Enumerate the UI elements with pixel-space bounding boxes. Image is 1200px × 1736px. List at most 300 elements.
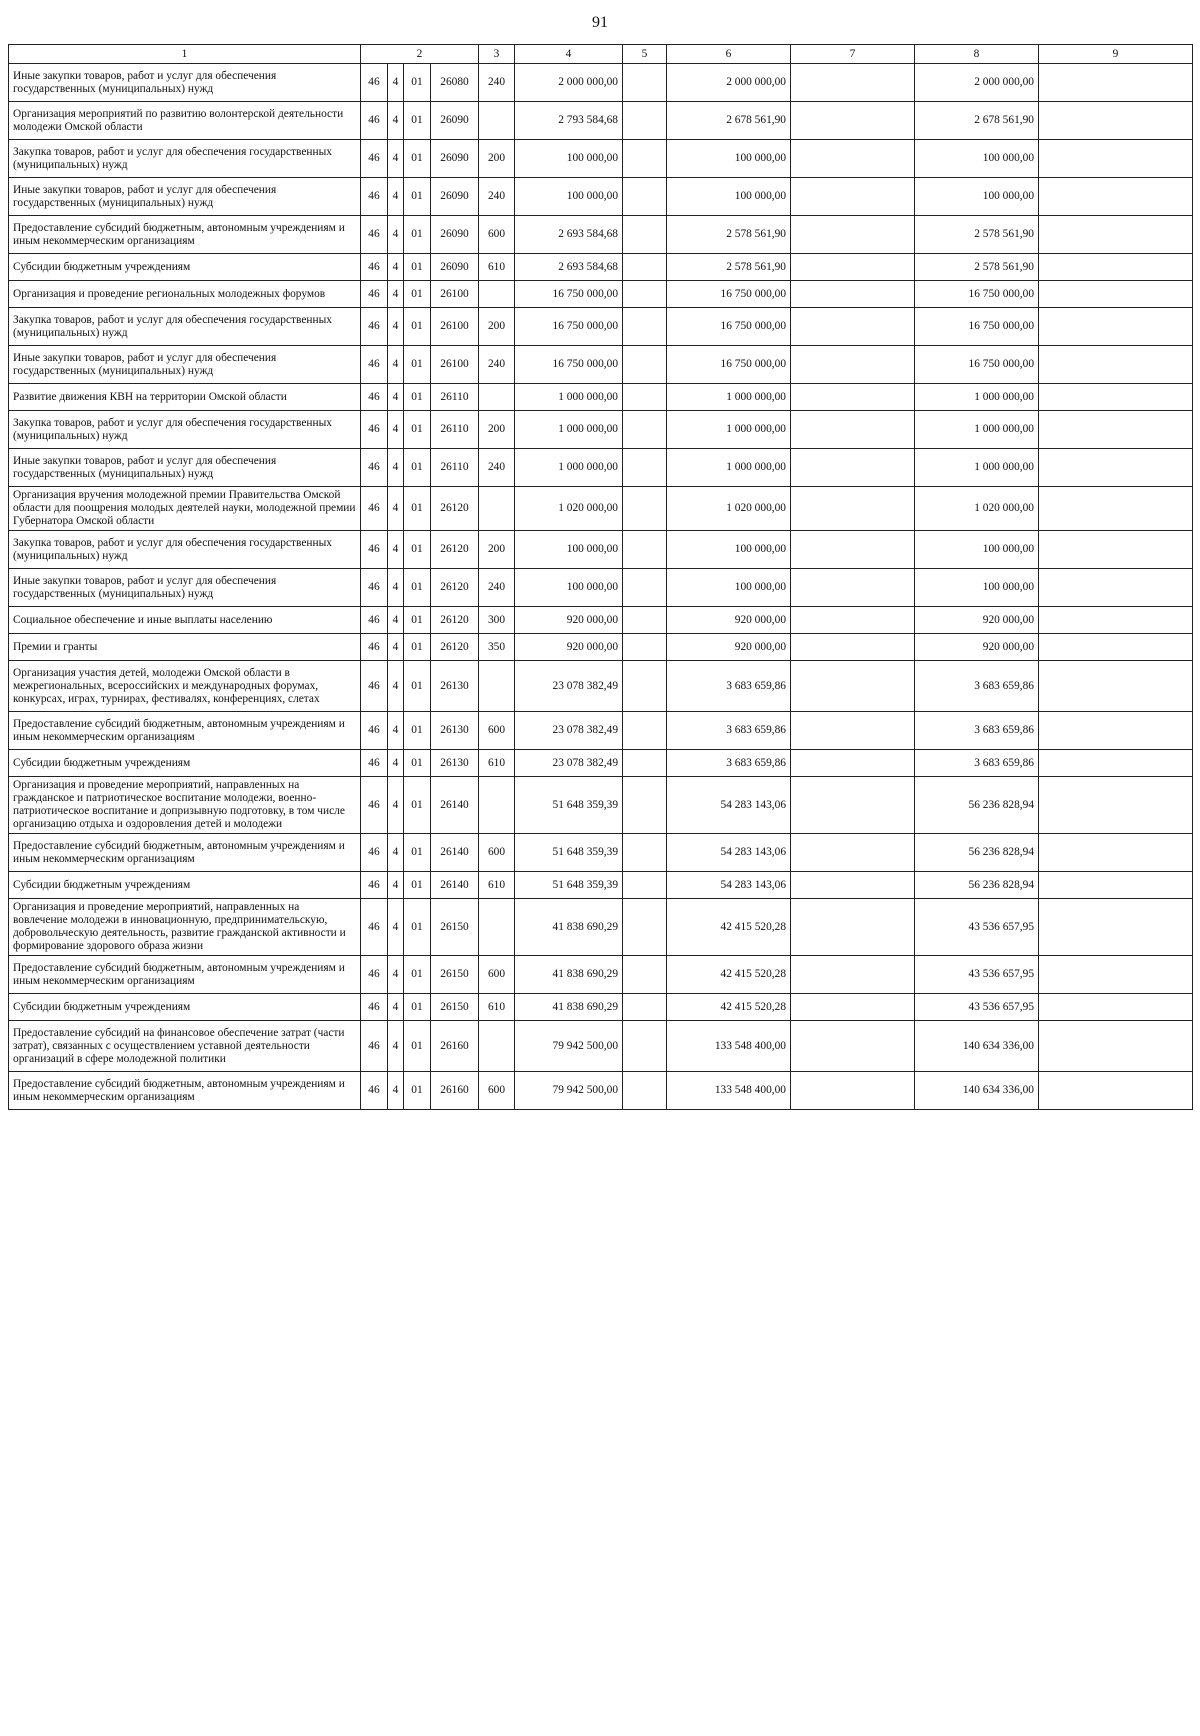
code-state: 4 (388, 308, 404, 346)
value-col-9: 140 634 336,00 (915, 1021, 1039, 1072)
value-col-8 (791, 607, 915, 634)
value-col-5: 100 000,00 (515, 531, 623, 569)
code-target: 26100 (431, 346, 479, 384)
value-col-7: 920 000,00 (667, 634, 791, 661)
value-col-5: 16 750 000,00 (515, 281, 623, 308)
code-subprogram: 01 (404, 102, 431, 140)
value-col-7: 42 415 520,28 (667, 956, 791, 994)
value-col-9: 100 000,00 (915, 140, 1039, 178)
value-col-5: 41 838 690,29 (515, 899, 623, 956)
value-col-8 (791, 750, 915, 777)
value-col-9: 56 236 828,94 (915, 777, 1039, 834)
code-subprogram: 01 (404, 750, 431, 777)
table-row (9, 899, 1193, 956)
code-subprogram: 01 (404, 661, 431, 712)
value-col-9: 140 634 336,00 (915, 1072, 1039, 1110)
code-expense-type: 610 (479, 872, 515, 899)
row-description: Иные закупки товаров, работ и услуг для обеспечения государственных (муниципальных) нужд (9, 449, 361, 487)
code-subprogram: 01 (404, 281, 431, 308)
value-col-6 (623, 449, 667, 487)
code-state: 4 (388, 872, 404, 899)
value-col-6 (623, 777, 667, 834)
code-gov: 46 (361, 956, 388, 994)
code-gov: 46 (361, 661, 388, 712)
value-col-6 (623, 281, 667, 308)
value-col-9: 2 678 561,90 (915, 102, 1039, 140)
value-col-8 (791, 281, 915, 308)
value-col-9: 3 683 659,86 (915, 712, 1039, 750)
value-col-10 (1039, 712, 1193, 750)
table-row (9, 777, 1193, 834)
code-gov: 46 (361, 216, 388, 254)
value-col-6 (623, 634, 667, 661)
code-subprogram: 01 (404, 411, 431, 449)
table-row (9, 634, 1193, 661)
row-description: Организация мероприятий по развитию волонтерской деятельности молодежи Омской области (9, 102, 361, 140)
code-target: 26100 (431, 281, 479, 308)
value-col-5: 1 000 000,00 (515, 411, 623, 449)
value-col-6 (623, 384, 667, 411)
value-col-8 (791, 899, 915, 956)
value-col-6 (623, 254, 667, 281)
value-col-5: 100 000,00 (515, 140, 623, 178)
value-col-9: 100 000,00 (915, 178, 1039, 216)
value-col-9: 100 000,00 (915, 569, 1039, 607)
value-col-9: 56 236 828,94 (915, 872, 1039, 899)
value-col-6 (623, 569, 667, 607)
code-expense-type: 600 (479, 1072, 515, 1110)
value-col-7: 3 683 659,86 (667, 750, 791, 777)
code-expense-type (479, 487, 515, 531)
table-row (9, 346, 1193, 384)
code-expense-type: 610 (479, 994, 515, 1021)
code-gov: 46 (361, 607, 388, 634)
value-col-10 (1039, 487, 1193, 531)
row-description: Иные закупки товаров, работ и услуг для обеспечения государственных (муниципальных) нужд (9, 346, 361, 384)
value-col-7: 2 000 000,00 (667, 64, 791, 102)
value-col-6 (623, 956, 667, 994)
value-col-5: 23 078 382,49 (515, 661, 623, 712)
value-col-6 (623, 899, 667, 956)
code-state: 4 (388, 994, 404, 1021)
code-state: 4 (388, 64, 404, 102)
value-col-8 (791, 531, 915, 569)
code-state: 4 (388, 102, 404, 140)
code-gov: 46 (361, 899, 388, 956)
value-col-7: 16 750 000,00 (667, 308, 791, 346)
code-expense-type: 240 (479, 346, 515, 384)
value-col-9: 2 000 000,00 (915, 64, 1039, 102)
table-row (9, 487, 1193, 531)
value-col-9: 2 578 561,90 (915, 216, 1039, 254)
row-description: Организация и проведение региональных молодежных форумов (9, 281, 361, 308)
code-subprogram: 01 (404, 712, 431, 750)
value-col-10 (1039, 140, 1193, 178)
code-expense-type: 200 (479, 531, 515, 569)
value-col-9: 43 536 657,95 (915, 956, 1039, 994)
page-number: 91 (592, 14, 608, 31)
table-row (9, 1072, 1193, 1110)
code-state: 4 (388, 569, 404, 607)
value-col-5: 23 078 382,49 (515, 750, 623, 777)
code-expense-type (479, 661, 515, 712)
value-col-6 (623, 140, 667, 178)
code-subprogram: 01 (404, 872, 431, 899)
value-col-8 (791, 661, 915, 712)
value-col-8 (791, 346, 915, 384)
value-col-9: 16 750 000,00 (915, 346, 1039, 384)
table-row (9, 834, 1193, 872)
value-col-7: 100 000,00 (667, 531, 791, 569)
value-col-9: 2 578 561,90 (915, 254, 1039, 281)
code-expense-type (479, 899, 515, 956)
code-gov: 46 (361, 346, 388, 384)
value-col-5: 2 693 584,68 (515, 254, 623, 281)
code-subprogram: 01 (404, 569, 431, 607)
code-gov: 46 (361, 777, 388, 834)
code-gov: 46 (361, 411, 388, 449)
code-subprogram: 01 (404, 384, 431, 411)
code-target: 26120 (431, 607, 479, 634)
value-col-7: 100 000,00 (667, 140, 791, 178)
value-col-6 (623, 346, 667, 384)
code-state: 4 (388, 634, 404, 661)
code-state: 4 (388, 346, 404, 384)
row-description: Иные закупки товаров, работ и услуг для обеспечения государственных (муниципальных) нужд (9, 569, 361, 607)
value-col-8 (791, 64, 915, 102)
value-col-8 (791, 216, 915, 254)
value-col-10 (1039, 834, 1193, 872)
column-header-1: 1 (9, 45, 361, 64)
code-target: 26090 (431, 102, 479, 140)
value-col-6 (623, 1021, 667, 1072)
code-target: 26080 (431, 64, 479, 102)
value-col-8 (791, 254, 915, 281)
table-row (9, 712, 1193, 750)
code-gov: 46 (361, 1072, 388, 1110)
code-state: 4 (388, 531, 404, 569)
row-description: Предоставление субсидий бюджетным, автономным учреждениям и иным некоммерческим организациям (9, 1072, 361, 1110)
row-description: Субсидии бюджетным учреждениям (9, 872, 361, 899)
code-state: 4 (388, 449, 404, 487)
code-target: 26140 (431, 872, 479, 899)
value-col-8 (791, 178, 915, 216)
code-gov: 46 (361, 102, 388, 140)
value-col-7: 16 750 000,00 (667, 346, 791, 384)
row-description: Социальное обеспечение и иные выплаты населению (9, 607, 361, 634)
code-subprogram: 01 (404, 994, 431, 1021)
row-description: Премии и гранты (9, 634, 361, 661)
value-col-6 (623, 531, 667, 569)
value-col-10 (1039, 64, 1193, 102)
code-subprogram: 01 (404, 1072, 431, 1110)
value-col-5: 1 000 000,00 (515, 449, 623, 487)
value-col-10 (1039, 1072, 1193, 1110)
row-description: Субсидии бюджетным учреждениям (9, 254, 361, 281)
value-col-5: 920 000,00 (515, 634, 623, 661)
value-col-9: 56 236 828,94 (915, 834, 1039, 872)
code-gov: 46 (361, 872, 388, 899)
value-col-10 (1039, 216, 1193, 254)
code-subprogram: 01 (404, 834, 431, 872)
code-gov: 46 (361, 140, 388, 178)
code-target: 26140 (431, 777, 479, 834)
code-subprogram: 01 (404, 140, 431, 178)
value-col-6 (623, 994, 667, 1021)
budget-table (8, 44, 1193, 1110)
table-row (9, 64, 1193, 102)
code-expense-type (479, 384, 515, 411)
value-col-10 (1039, 281, 1193, 308)
value-col-6 (623, 178, 667, 216)
table-row (9, 750, 1193, 777)
code-expense-type: 240 (479, 178, 515, 216)
value-col-10 (1039, 178, 1193, 216)
value-col-8 (791, 449, 915, 487)
value-col-7: 42 415 520,28 (667, 994, 791, 1021)
code-target: 26100 (431, 308, 479, 346)
row-description: Субсидии бюджетным учреждениям (9, 750, 361, 777)
value-col-7: 133 548 400,00 (667, 1021, 791, 1072)
code-state: 4 (388, 607, 404, 634)
code-subprogram: 01 (404, 899, 431, 956)
value-col-10 (1039, 607, 1193, 634)
code-expense-type: 600 (479, 712, 515, 750)
code-subprogram: 01 (404, 777, 431, 834)
row-description: Иные закупки товаров, работ и услуг для обеспечения государственных (муниципальных) нужд (9, 178, 361, 216)
code-subprogram: 01 (404, 449, 431, 487)
value-col-5: 100 000,00 (515, 178, 623, 216)
row-description: Закупка товаров, работ и услуг для обеспечения государственных (муниципальных) нужд (9, 140, 361, 178)
value-col-9: 1 000 000,00 (915, 384, 1039, 411)
value-col-7: 54 283 143,06 (667, 834, 791, 872)
value-col-9: 43 536 657,95 (915, 994, 1039, 1021)
value-col-7: 100 000,00 (667, 569, 791, 607)
value-col-9: 1 020 000,00 (915, 487, 1039, 531)
code-subprogram: 01 (404, 487, 431, 531)
table-row (9, 102, 1193, 140)
value-col-5: 1 000 000,00 (515, 384, 623, 411)
code-subprogram: 01 (404, 308, 431, 346)
code-expense-type: 240 (479, 64, 515, 102)
value-col-10 (1039, 872, 1193, 899)
code-target: 26120 (431, 634, 479, 661)
code-gov: 46 (361, 750, 388, 777)
value-col-10 (1039, 254, 1193, 281)
value-col-10 (1039, 308, 1193, 346)
budget-table-container (8, 44, 1192, 1110)
row-description: Предоставление субсидий бюджетным, автономным учреждениям и иным некоммерческим организациям (9, 956, 361, 994)
row-description: Предоставление субсидий бюджетным, автономным учреждениям и иным некоммерческим организациям (9, 216, 361, 254)
row-description: Организация и проведение мероприятий, направленных на гражданское и патриотическое воспитание молодежи, военно-патриотическое воспитание и допризывную подготовку, в том числе организацию отдыха и оздоровления детей и молодежи (9, 777, 361, 834)
code-state: 4 (388, 712, 404, 750)
value-col-10 (1039, 956, 1193, 994)
code-expense-type: 200 (479, 140, 515, 178)
value-col-9: 16 750 000,00 (915, 308, 1039, 346)
table-row (9, 254, 1193, 281)
row-description: Закупка товаров, работ и услуг для обеспечения государственных (муниципальных) нужд (9, 531, 361, 569)
code-state: 4 (388, 1072, 404, 1110)
code-target: 26090 (431, 254, 479, 281)
value-col-10 (1039, 411, 1193, 449)
value-col-7: 2 578 561,90 (667, 254, 791, 281)
code-gov: 46 (361, 531, 388, 569)
value-col-9: 100 000,00 (915, 531, 1039, 569)
code-expense-type (479, 777, 515, 834)
value-col-5: 79 942 500,00 (515, 1021, 623, 1072)
value-col-9: 3 683 659,86 (915, 661, 1039, 712)
code-target: 26110 (431, 449, 479, 487)
value-col-5: 2 793 584,68 (515, 102, 623, 140)
code-expense-type: 610 (479, 254, 515, 281)
value-col-5: 16 750 000,00 (515, 346, 623, 384)
code-state: 4 (388, 750, 404, 777)
code-gov: 46 (361, 308, 388, 346)
value-col-5: 41 838 690,29 (515, 994, 623, 1021)
value-col-8 (791, 411, 915, 449)
table-row (9, 308, 1193, 346)
value-col-7: 1 000 000,00 (667, 449, 791, 487)
value-col-8 (791, 712, 915, 750)
row-description: Субсидии бюджетным учреждениям (9, 994, 361, 1021)
code-target: 26120 (431, 531, 479, 569)
value-col-9: 1 000 000,00 (915, 449, 1039, 487)
code-subprogram: 01 (404, 254, 431, 281)
value-col-5: 1 020 000,00 (515, 487, 623, 531)
value-col-10 (1039, 750, 1193, 777)
value-col-6 (623, 64, 667, 102)
code-gov: 46 (361, 994, 388, 1021)
value-col-10 (1039, 102, 1193, 140)
row-description: Организация участия детей, молодежи Омской области в межрегиональных, всероссийских и международных форумах, конкурсах, играх, турнирах, фестивалях, конференциях, слетах (9, 661, 361, 712)
code-state: 4 (388, 384, 404, 411)
value-col-10 (1039, 994, 1193, 1021)
value-col-7: 100 000,00 (667, 178, 791, 216)
table-row (9, 872, 1193, 899)
table-row (9, 281, 1193, 308)
table-row (9, 607, 1193, 634)
value-col-8 (791, 872, 915, 899)
code-state: 4 (388, 956, 404, 994)
table-row (9, 661, 1193, 712)
table-row (9, 384, 1193, 411)
value-col-6 (623, 411, 667, 449)
code-state: 4 (388, 216, 404, 254)
value-col-6 (623, 750, 667, 777)
code-subprogram: 01 (404, 956, 431, 994)
code-expense-type (479, 102, 515, 140)
code-target: 26150 (431, 899, 479, 956)
row-description: Закупка товаров, работ и услуг для обеспечения государственных (муниципальных) нужд (9, 411, 361, 449)
code-target: 26110 (431, 384, 479, 411)
code-subprogram: 01 (404, 346, 431, 384)
value-col-7: 920 000,00 (667, 607, 791, 634)
code-subprogram: 01 (404, 216, 431, 254)
code-gov: 46 (361, 449, 388, 487)
value-col-10 (1039, 449, 1193, 487)
value-col-9: 1 000 000,00 (915, 411, 1039, 449)
row-description: Организация вручения молодежной премии Правительства Омской области для поощрения молодых деятелей науки, молодежной премии Губернатора Омской области (9, 487, 361, 531)
code-subprogram: 01 (404, 634, 431, 661)
code-target: 26130 (431, 661, 479, 712)
value-col-8 (791, 634, 915, 661)
value-col-10 (1039, 661, 1193, 712)
code-target: 26120 (431, 569, 479, 607)
value-col-8 (791, 1072, 915, 1110)
value-col-10 (1039, 634, 1193, 661)
value-col-5: 16 750 000,00 (515, 308, 623, 346)
column-header-5: 5 (623, 45, 667, 64)
value-col-8 (791, 102, 915, 140)
value-col-10 (1039, 899, 1193, 956)
table-row (9, 140, 1193, 178)
table-row (9, 531, 1193, 569)
value-col-9: 3 683 659,86 (915, 750, 1039, 777)
value-col-9: 43 536 657,95 (915, 899, 1039, 956)
table-row (9, 994, 1193, 1021)
value-col-5: 2 693 584,68 (515, 216, 623, 254)
code-state: 4 (388, 178, 404, 216)
value-col-7: 54 283 143,06 (667, 777, 791, 834)
value-col-9: 16 750 000,00 (915, 281, 1039, 308)
value-col-9: 920 000,00 (915, 607, 1039, 634)
code-gov: 46 (361, 281, 388, 308)
code-gov: 46 (361, 254, 388, 281)
code-state: 4 (388, 1021, 404, 1072)
value-col-8 (791, 1021, 915, 1072)
budget-table-body (9, 64, 1193, 1110)
table-row (9, 216, 1193, 254)
code-state: 4 (388, 411, 404, 449)
value-col-8 (791, 308, 915, 346)
code-target: 26110 (431, 411, 479, 449)
table-row (9, 569, 1193, 607)
column-header-2: 2 (361, 45, 479, 64)
value-col-8 (791, 994, 915, 1021)
code-expense-type: 200 (479, 308, 515, 346)
value-col-7: 1 000 000,00 (667, 411, 791, 449)
code-gov: 46 (361, 834, 388, 872)
table-row (9, 178, 1193, 216)
code-expense-type: 350 (479, 634, 515, 661)
column-number-row (9, 45, 1193, 64)
code-expense-type (479, 1021, 515, 1072)
row-description: Закупка товаров, работ и услуг для обеспечения государственных (муниципальных) нужд (9, 308, 361, 346)
table-row (9, 956, 1193, 994)
value-col-7: 2 678 561,90 (667, 102, 791, 140)
code-target: 26160 (431, 1072, 479, 1110)
value-col-6 (623, 1072, 667, 1110)
row-description: Иные закупки товаров, работ и услуг для обеспечения государственных (муниципальных) нужд (9, 64, 361, 102)
code-target: 26120 (431, 487, 479, 531)
code-gov: 46 (361, 569, 388, 607)
column-header-8: 8 (915, 45, 1039, 64)
code-state: 4 (388, 281, 404, 308)
value-col-5: 100 000,00 (515, 569, 623, 607)
value-col-8 (791, 956, 915, 994)
value-col-10 (1039, 384, 1193, 411)
code-expense-type: 300 (479, 607, 515, 634)
code-expense-type: 600 (479, 956, 515, 994)
value-col-8 (791, 834, 915, 872)
value-col-6 (623, 712, 667, 750)
column-header-3: 3 (479, 45, 515, 64)
value-col-8 (791, 140, 915, 178)
code-target: 26150 (431, 994, 479, 1021)
value-col-6 (623, 487, 667, 531)
code-state: 4 (388, 140, 404, 178)
value-col-5: 920 000,00 (515, 607, 623, 634)
